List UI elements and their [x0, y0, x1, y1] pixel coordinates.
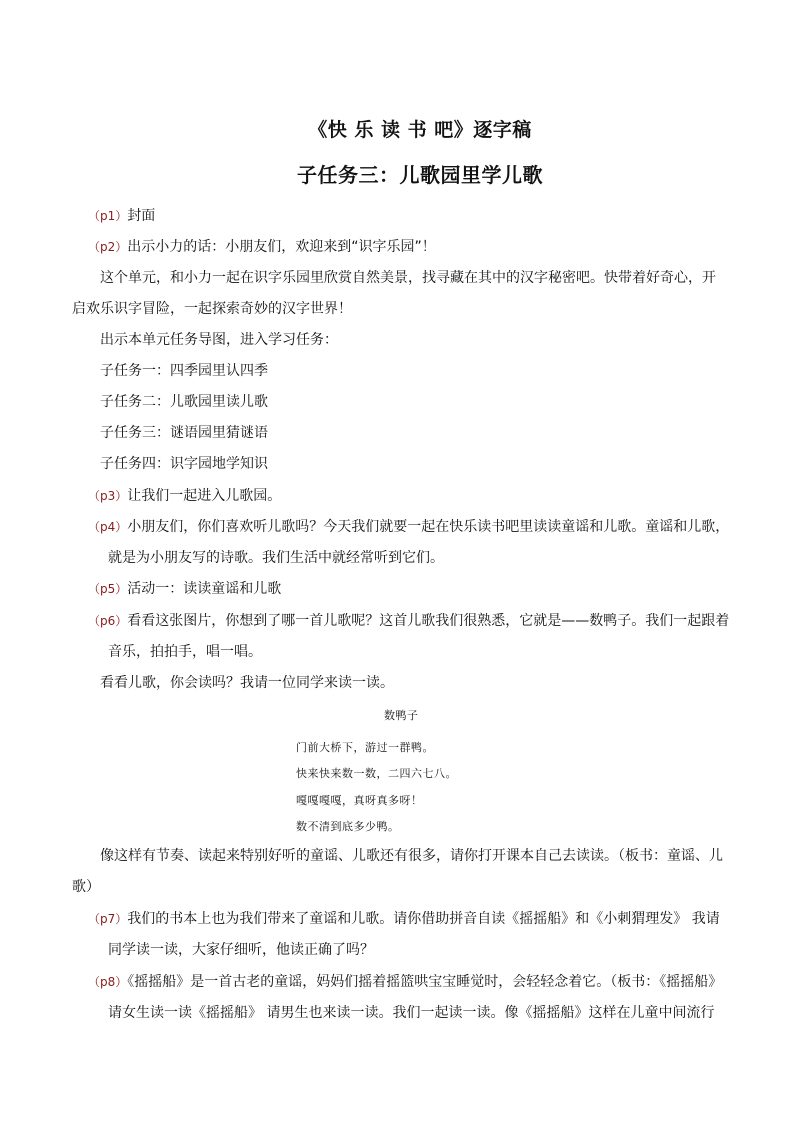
after-poem-line-1: 像这样有节奏、读起来特别好听的童谣、儿歌还有很多，请你打开课本自己去读读。（板书：童谣、儿: [100, 848, 723, 864]
intro-line-1: 这个单元，和小力一起在识字乐园里欣赏自然美景，找寻藏在其中的汉字秘密吧。快带着好奇心，开: [100, 270, 716, 286]
paragraph-text: 封面: [127, 208, 156, 224]
paragraph-p7: [88, 909, 720, 929]
slide-tag: （p8）: [88, 975, 128, 989]
paragraph-text: 让我们一起进入儿歌园。: [127, 488, 282, 504]
paragraph-p2: [88, 237, 436, 257]
paragraph-p1: [88, 206, 155, 226]
slide-tag: （p4）: [88, 520, 128, 534]
slide-tag: （p5）: [88, 582, 128, 596]
paragraph-p6-cont: 音乐，拍拍手，唱一唱。: [108, 644, 262, 660]
paragraph-p6-read: 看看儿歌，你会读吗？我请一位同学来读一读。: [100, 675, 394, 691]
document-title: 《快 乐 读 书 吧》逐字稿: [308, 119, 532, 141]
poem-title: 数鸭子: [384, 709, 419, 722]
paragraph-p8-cont: 请女生读一读《摇摇船》 请男生也来读一读。我们一起读一读。像《摇摇船》这样在儿童中间流行: [108, 1005, 715, 1021]
paragraph-text: 小朋友们，你们喜欢听儿歌吗？今天我们就要一起在快乐读书吧里读读童谣和儿歌。童谣和儿歌，: [127, 519, 730, 535]
paragraph-text: 出示小力的话：小朋友们，欢迎来到“识字乐园”！: [127, 239, 436, 255]
slide-tag: （p1）: [88, 209, 128, 223]
poem-line-4: 数不清到底多少鸭。: [296, 820, 400, 833]
paragraph-text: 我们的书本上也为我们带来了童谣和儿歌。请你借助拼音自读《摇摇船》和《小刺猬理发》 我请: [127, 911, 720, 927]
paragraph-p8: [88, 972, 722, 992]
intro-line-2: 启欢乐识字冒险，一起探索奇妙的汉字世界！: [72, 301, 352, 317]
document-subtitle: 子任务三：儿歌园里学儿歌: [297, 163, 543, 187]
paragraph-text: 《摇摇船》是一首古老的童谣，妈妈们摇着摇篮哄宝宝睡觉时，会轻轻念着它。（板书：《摇摇船》: [127, 974, 723, 990]
poem-line-3: 嘎嘎嘎嘎，真呀真多呀！: [296, 794, 423, 807]
poem-line-1: 门前大桥下，游过一群鸭。: [296, 741, 434, 754]
task-item-2: 子任务二：儿歌园里读儿歌: [100, 394, 268, 410]
after-poem-line-2: 歌）: [72, 879, 100, 895]
paragraph-p6: [88, 611, 729, 631]
slide-tag: （p6）: [88, 614, 128, 628]
paragraph-text: 看看这张图片，你想到了哪一首儿歌呢？这首儿歌我们很熟悉，它就是——数鸭子。我们一起跟着: [127, 613, 730, 629]
slide-tag: （p2）: [88, 240, 128, 254]
paragraph-text: 活动一：读读童谣和儿歌: [127, 581, 282, 597]
slide-tag: （p7）: [88, 912, 128, 926]
slide-tag: （p3）: [88, 489, 128, 503]
paragraph-p3: [88, 486, 281, 506]
paragraph-p5: [88, 579, 281, 599]
task-item-4: 子任务四：识字园地学知识: [100, 456, 268, 472]
paragraph-p4: [88, 517, 729, 537]
task-item-3: 子任务三：谜语园里猜谜语: [100, 425, 268, 441]
task-map-line: 出示本单元任务导图，进入学习任务：: [100, 332, 338, 348]
paragraph-p4-cont: 就是为小朋友写的诗歌。我们生活中就经常听到它们。: [108, 550, 444, 566]
task-item-1: 子任务一：四季园里认四季: [100, 363, 268, 379]
poem-line-2: 快来快来数一数，二四六七八。: [296, 767, 457, 780]
paragraph-p7-cont: 同学读一读，大家仔细听，他读正确了吗？: [108, 942, 374, 958]
